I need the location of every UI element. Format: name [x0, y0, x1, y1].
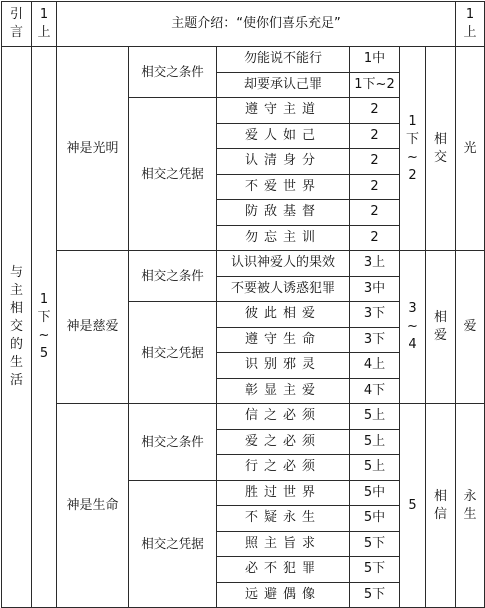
theme-ref-cell [456, 2, 485, 47]
group-label-cell [129, 480, 217, 608]
section-topic: 神是光明 [66, 140, 119, 156]
item-ref-cell [350, 225, 400, 251]
group-label: 相交之凭据 [141, 166, 204, 181]
group-label: 相交之条件 [141, 433, 204, 449]
outline-table [1, 1, 485, 608]
item-text-cell [217, 378, 350, 404]
outline-row [2, 404, 485, 430]
group-label: 相交之凭据 [141, 344, 204, 360]
group-label-cell [129, 98, 217, 251]
item-text: 行之必须 [244, 459, 321, 475]
item-text: 不疑永生 [244, 510, 321, 526]
item-text-cell [217, 123, 350, 149]
section-keyword-pair-cell [426, 251, 456, 404]
main-title: 与 主 相 交 的 生 活 [9, 265, 23, 388]
section-topic: 神是生命 [66, 497, 119, 513]
item-ref: 3下 [363, 306, 386, 322]
section-keyword-pair: 相 爱 [434, 310, 448, 343]
section-range: 5 [408, 497, 417, 513]
section-keyword-pair-cell [426, 404, 456, 608]
main-title-cell [2, 47, 32, 608]
item-text: 不爱世界 [244, 178, 321, 194]
item-ref-cell [350, 557, 400, 583]
item-text: 勿忘主训 [244, 229, 321, 245]
section-range: 3 ~ 4 [407, 301, 418, 352]
item-text: 爱之必须 [244, 433, 321, 449]
item-text: 防敌基督 [244, 204, 321, 220]
group-label-cell [129, 47, 217, 98]
item-ref: 2 [370, 229, 379, 245]
group-label-cell [129, 404, 217, 481]
item-ref: 5上 [363, 433, 386, 449]
section-keyword-pair: 相 信 [434, 488, 448, 522]
item-text: 爱人如己 [244, 127, 321, 143]
section-keyword: 光 [463, 140, 477, 156]
item-text: 必不犯罪 [244, 561, 321, 577]
outline-row [2, 251, 485, 277]
intro-cell [2, 2, 32, 47]
item-ref-cell [350, 378, 400, 404]
item-text-cell [217, 225, 350, 251]
item-text: 却要承认己罪 [243, 76, 322, 92]
item-ref: 2 [370, 127, 379, 143]
item-text: 胜过世界 [244, 484, 321, 500]
theme-title: 主题介绍：“使你们喜乐充足” [171, 16, 341, 31]
section-keyword-cell [456, 404, 485, 608]
item-text-cell [217, 506, 350, 532]
item-ref: 3上 [363, 255, 386, 271]
section-range: 1 下 ~ 2 [405, 113, 419, 183]
item-ref: 5下 [363, 586, 386, 602]
item-ref-cell [350, 251, 400, 277]
item-text-cell [217, 429, 350, 455]
header-row [2, 2, 485, 47]
item-text-cell [217, 327, 350, 353]
item-ref: 2 [370, 178, 379, 194]
section-topic: 神是慈爱 [66, 319, 119, 334]
item-ref-cell [350, 455, 400, 481]
item-text: 遵守生命 [244, 331, 321, 347]
item-text: 遵守主道 [244, 102, 321, 118]
group-label: 相交之条件 [141, 268, 204, 283]
item-ref: 2 [370, 153, 379, 169]
item-text: 认清身分 [244, 153, 321, 169]
section-keyword-cell [456, 47, 485, 251]
section-topic-cell [57, 47, 129, 251]
item-text-cell [217, 480, 350, 506]
item-ref: 1中 [363, 51, 386, 67]
section-topic-cell [57, 251, 129, 404]
item-ref: 5上 [363, 408, 386, 424]
theme-ref: 1 上 [463, 7, 477, 40]
item-text-cell [217, 531, 350, 557]
item-ref: 4下 [363, 382, 386, 398]
item-text-cell [217, 276, 350, 302]
section-range-cell [400, 47, 426, 251]
item-text: 彰显主爱 [244, 382, 321, 398]
item-ref: 1下~2 [354, 76, 395, 92]
item-ref-cell [350, 480, 400, 506]
item-ref: 5中 [363, 510, 386, 526]
item-ref: 2 [370, 204, 379, 220]
item-ref-cell [350, 582, 400, 608]
item-ref-cell [350, 276, 400, 302]
item-ref-cell [350, 149, 400, 175]
outline-row [2, 47, 485, 73]
section-range-cell [400, 404, 426, 608]
item-ref-cell [350, 98, 400, 124]
group-label: 相交之条件 [141, 64, 204, 79]
item-text-cell [217, 455, 350, 481]
section-keyword-pair: 相 交 [434, 131, 448, 165]
intro-ref: 1 上 [37, 7, 51, 40]
item-ref: 3中 [363, 280, 386, 296]
section-keyword-pair-cell [426, 47, 456, 251]
intro-label: 引 言 [9, 7, 23, 40]
item-text: 识别邪灵 [244, 357, 321, 373]
section-topic-cell [57, 404, 129, 608]
item-ref-cell [350, 200, 400, 226]
item-ref: 5上 [363, 459, 386, 475]
item-ref-cell [350, 353, 400, 379]
item-ref-cell [350, 506, 400, 532]
section-keyword-cell [456, 251, 485, 404]
item-text-cell [217, 200, 350, 226]
item-ref-cell [350, 302, 400, 328]
group-label-cell [129, 251, 217, 302]
item-text-cell [217, 72, 350, 98]
item-ref: 5下 [363, 535, 386, 551]
theme-title-cell [57, 2, 456, 47]
main-range-cell [32, 47, 57, 608]
item-ref-cell [350, 404, 400, 430]
item-text: 勿能说不能行 [243, 51, 322, 67]
item-text-cell [217, 174, 350, 200]
item-text-cell [217, 582, 350, 608]
section-keyword: 永 生 [463, 488, 477, 522]
item-text: 照主旨求 [244, 535, 321, 551]
group-label: 相交之凭据 [141, 535, 204, 551]
item-text-cell [217, 251, 350, 277]
item-text-cell [217, 557, 350, 583]
item-text: 彼此相爱 [244, 306, 321, 322]
item-text-cell [217, 98, 350, 124]
item-ref: 5下 [363, 561, 386, 577]
item-ref-cell [350, 47, 400, 73]
group-label-cell [129, 302, 217, 404]
item-text-cell [217, 47, 350, 73]
item-ref-cell [350, 531, 400, 557]
main-range: 1 下 ~ 5 [37, 292, 51, 361]
item-text: 不要被人诱惑犯罪 [230, 280, 335, 296]
item-text: 远避偶像 [244, 586, 321, 602]
item-ref-cell [350, 174, 400, 200]
item-text-cell [217, 302, 350, 328]
section-range-cell [400, 251, 426, 404]
item-ref-cell [350, 72, 400, 98]
item-text: 认识神爱人的果效 [230, 255, 335, 271]
item-text-cell [217, 353, 350, 379]
item-ref: 5中 [363, 484, 386, 500]
section-keyword: 爱 [463, 319, 477, 334]
item-text: 信之必须 [244, 408, 321, 424]
item-ref: 2 [370, 102, 379, 118]
item-ref-cell [350, 429, 400, 455]
item-text-cell [217, 149, 350, 175]
item-ref-cell [350, 327, 400, 353]
item-ref: 3下 [363, 331, 386, 347]
item-text-cell [217, 404, 350, 430]
item-ref: 4上 [363, 357, 386, 373]
intro-ref-cell [32, 2, 57, 47]
item-ref-cell [350, 123, 400, 149]
